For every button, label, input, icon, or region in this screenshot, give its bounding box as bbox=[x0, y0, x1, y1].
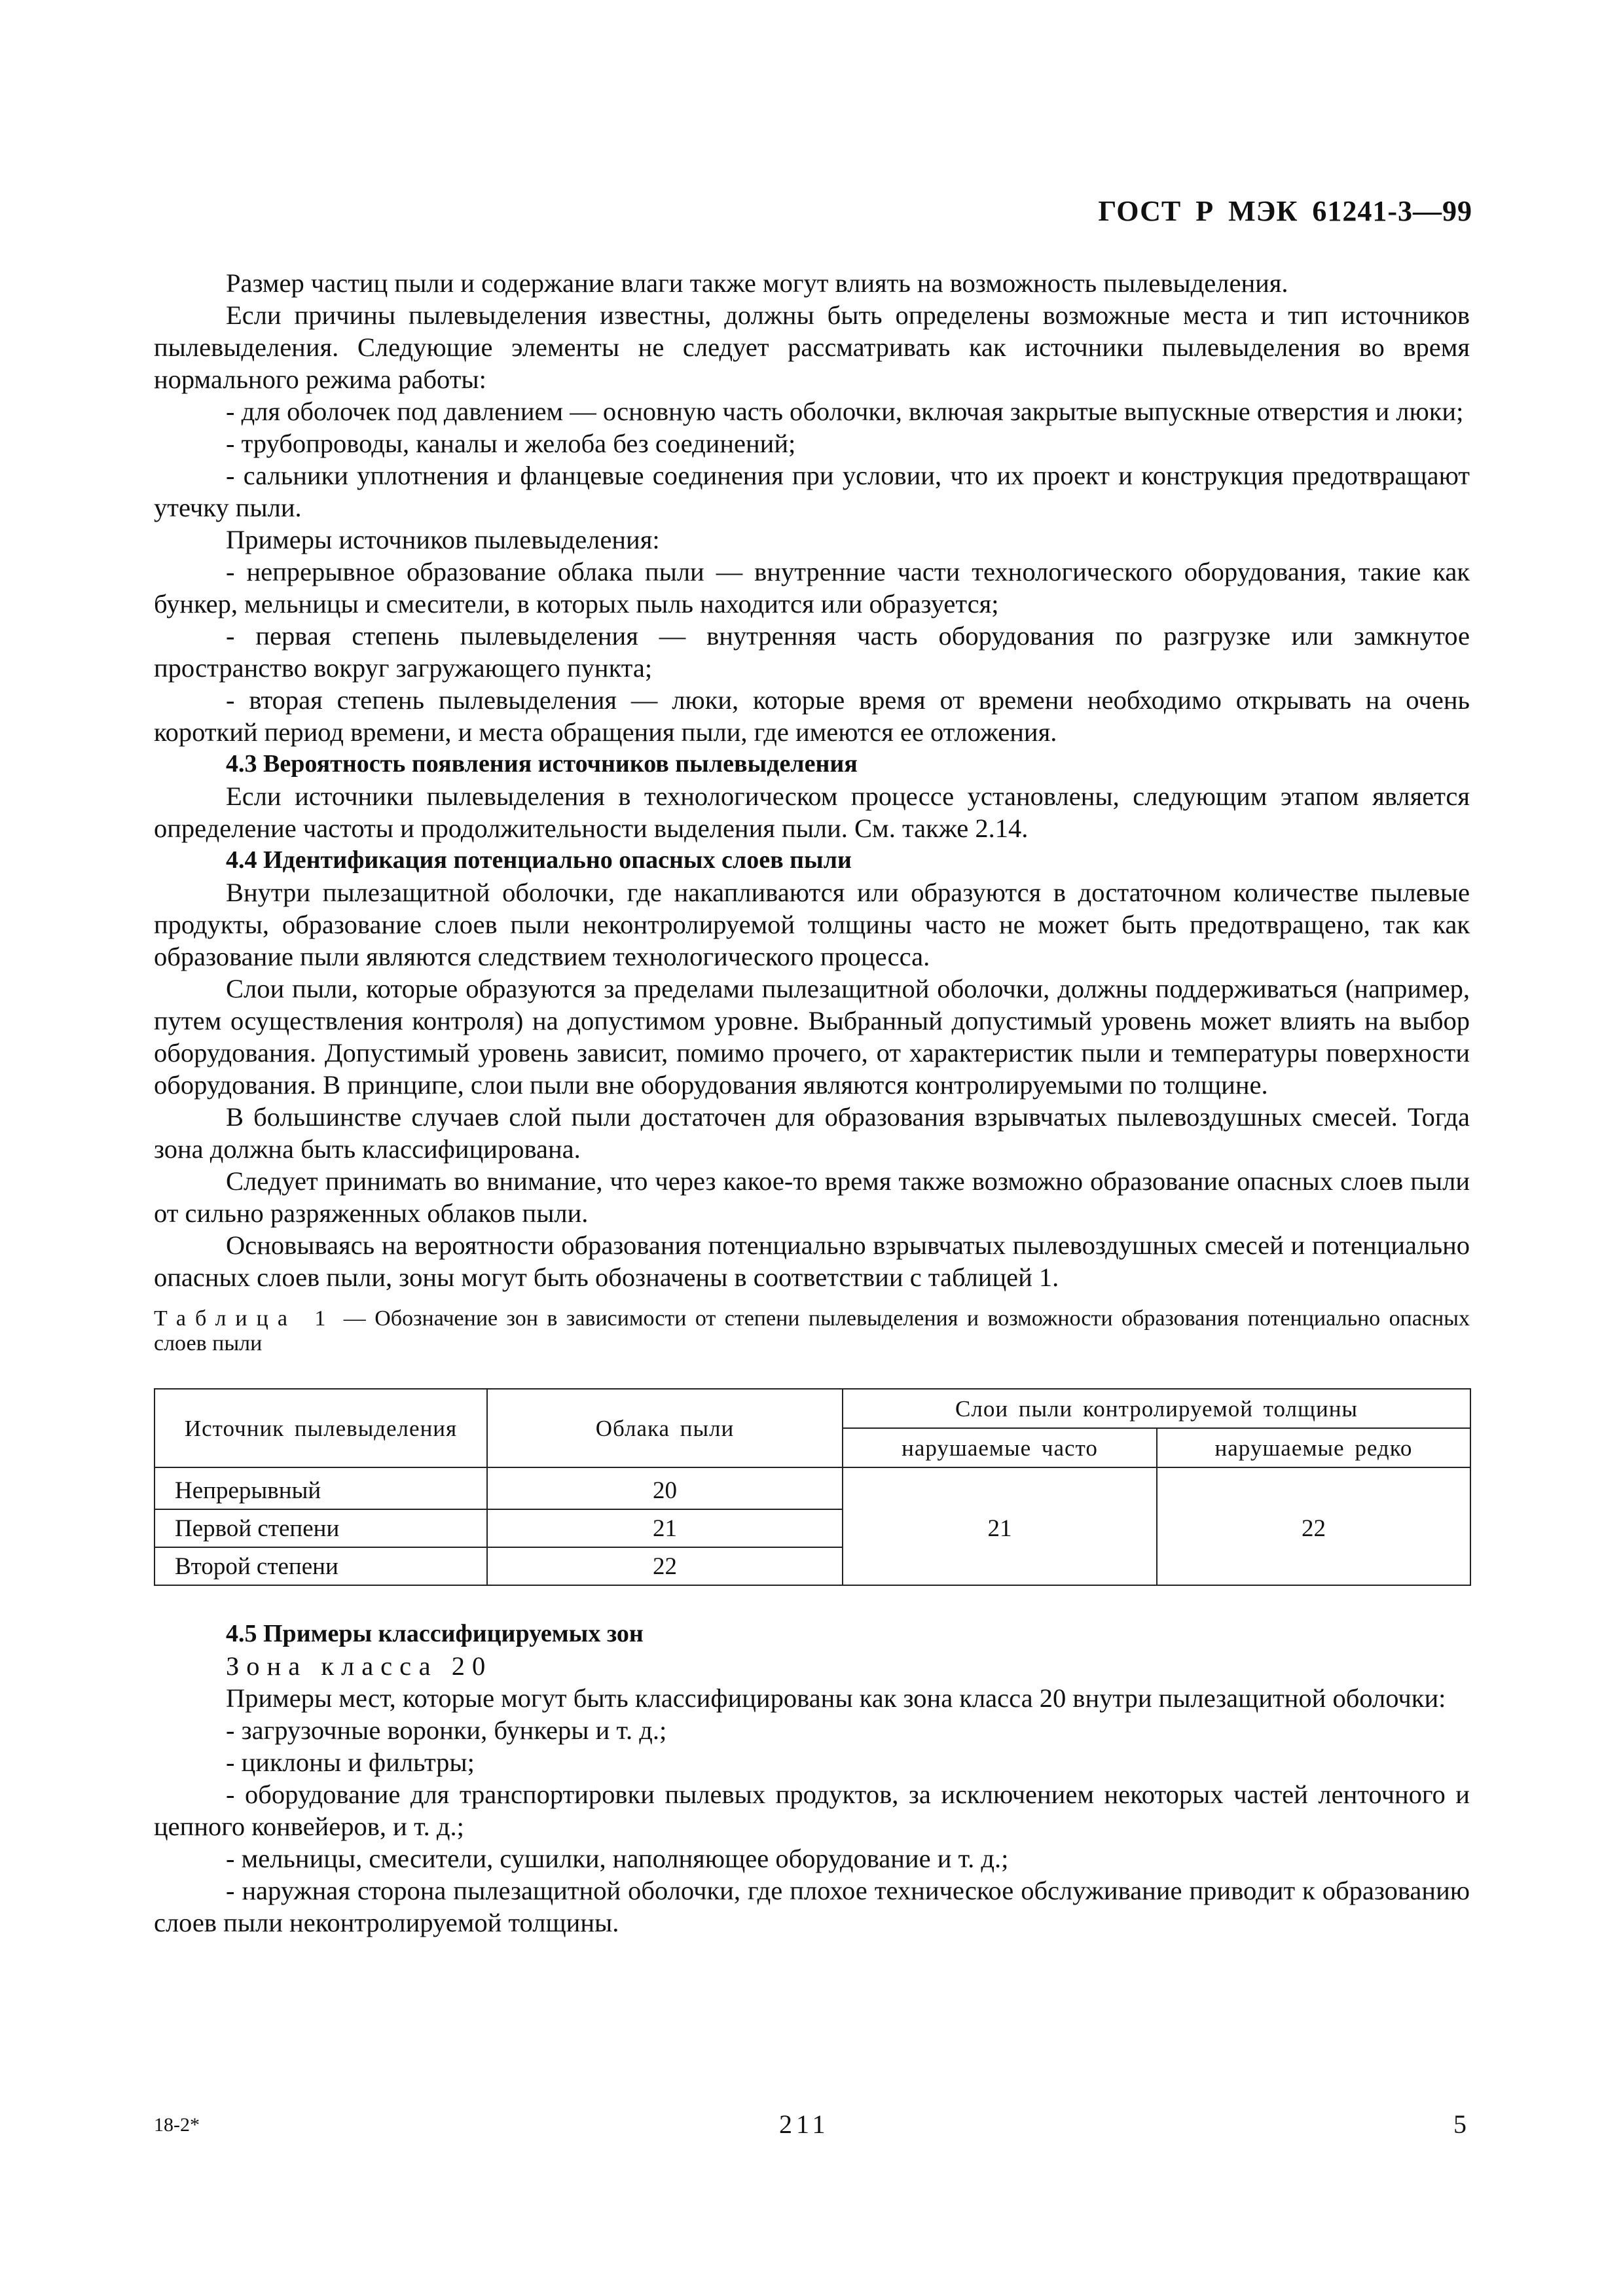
list-item: - мельницы, смесители, сушилки, наполняющее оборудование и т. д.; bbox=[226, 1844, 1009, 1873]
table-caption bbox=[154, 1306, 1470, 1356]
list-item: - непрерывное образование облака пыли — внутренние части технологического оборудования, такие как бункер, мельницы и смесители, в которых пыль находится или образуется; bbox=[154, 557, 1470, 619]
section-heading-4-5: 4.5 Примеры классифицируемых зон bbox=[226, 1620, 644, 1647]
standard-code-header: ГОСТ Р МЭК 61241-3—99 bbox=[1098, 195, 1472, 227]
list-item: - наружная сторона пылезащитной оболочки, где плохое техническое обслуживание приводит к образованию слоев пыли неконтролируемой толщины. bbox=[154, 1876, 1470, 1937]
cell-source: Непрерывный bbox=[155, 1467, 487, 1509]
paragraph: Размер частиц пыли и содержание влаги также могут влиять на возможность пылевыделения. bbox=[226, 268, 1288, 298]
paragraph: Если источники пылевыделения в технологическом процессе установлены, следующим этапом является определение частоты и продолжительности выделения пыли. См. также 2.14. bbox=[154, 781, 1470, 843]
table-caption-label: Таблица 1 bbox=[154, 1306, 335, 1331]
paragraph: Внутри пылезащитной оболочки, где накапливаются или образуются в достаточном количестве пылевые продукты, образование слоев пыли неконтролируемой толщины часто не может быть предотвращено, так как образование пыли являются следствием технологического процесса. bbox=[154, 878, 1470, 971]
paragraph: Примеры мест, которые могут быть классифицированы как зона класса 20 внутри пылезащитной оболочки: bbox=[226, 1683, 1446, 1713]
paragraph: Если причины пылевыделения известны, должны быть определены возможные места и тип источников пылевыделения. Следующие элементы не следует рассматривать как источники пылевыделения во время нормального режима работы: bbox=[154, 300, 1470, 394]
header-clouds: Облака пыли bbox=[487, 1389, 843, 1467]
paragraph: Примеры источников пылевыделения: bbox=[226, 525, 660, 554]
list-item: - трубопроводы, каналы и желоба без соединений; bbox=[226, 429, 796, 458]
table-caption-text: — Обозначение зон в зависимости от степени пылевыделения и возможности образования потенциально опасных слоев пыли bbox=[154, 1306, 1470, 1355]
cell-layers-rare: 22 bbox=[1157, 1467, 1470, 1585]
page-number: 5 bbox=[1453, 2109, 1467, 2139]
list-item: - циклоны и фильтры; bbox=[226, 1748, 475, 1777]
list-item: - первая степень пылевыделения — внутренняя часть оборудования по разгрузке или замкнутое пространство вокруг загружающего пункта; bbox=[154, 621, 1470, 683]
list-item: - вторая степень пылевыделения — люки, которые время от времени необходимо открывать на очень короткий период времени, и места обращения пыли, где имеются ее отложения. bbox=[154, 685, 1470, 747]
list-item: - для оболочек под давлением — основную часть оболочки, включая закрытые выпускные отверстия и люки; bbox=[226, 397, 1464, 426]
header-disturbed-often: нарушаемые часто bbox=[843, 1428, 1157, 1467]
paragraph: Основываясь на вероятности образования потенциально взрывчатых пылевоздушных смесей и потенциально опасных слоев пыли, зоны могут быть обозначены в соответствии с таблицей 1. bbox=[154, 1230, 1470, 1292]
footer-sheet-mark: 18-2* bbox=[154, 2114, 200, 2136]
section-heading-4-3: 4.3 Вероятность появления источников пылевыделения bbox=[226, 750, 858, 778]
cell-clouds: 21 bbox=[487, 1509, 843, 1547]
document-body bbox=[154, 267, 1470, 1939]
header-source: Источник пылевыделения bbox=[155, 1389, 487, 1467]
cell-clouds: 20 bbox=[487, 1467, 843, 1509]
header-disturbed-rarely: нарушаемые редко bbox=[1157, 1428, 1470, 1467]
cell-source: Первой степени bbox=[155, 1509, 487, 1547]
paragraph: Слои пыли, которые образуются за пределами пылезащитной оболочки, должны поддерживаться (например, путем осуществления контроля) на допустимом уровне. Выбранный допустимый уровень может влиять на выбор оборудования. Допустимый уровень зависит, помимо прочего, от характеристик пыли и температуры поверхности оборудования. В принципе, слои пыли вне оборудования являются контролируемыми по толщине. bbox=[154, 974, 1470, 1100]
header-layers: Слои пыли контролируемой толщины bbox=[843, 1389, 1470, 1428]
footer-center-number: 211 bbox=[779, 2109, 830, 2139]
zone-class-title: Зона класса 20 bbox=[226, 1651, 493, 1681]
list-item: - загрузочные воронки, бункеры и т. д.; bbox=[226, 1715, 667, 1745]
zone-classification-table bbox=[154, 1388, 1471, 1586]
paragraph: Следует принимать во внимание, что через какое-то время также возможно образование опасных слоев пыли от сильно разряженных облаков пыли. bbox=[154, 1166, 1470, 1228]
list-item: - оборудование для транспортировки пылевых продуктов, за исключением некоторых частей ленточного и цепного конвейеров, и т. д.; bbox=[154, 1780, 1470, 1841]
list-item: - сальники уплотнения и фланцевые соединения при условии, что их проект и конструкция предотвращают утечку пыли. bbox=[154, 461, 1470, 522]
paragraph: В большинстве случаев слой пыли достаточен для образования взрывчатых пылевоздушных смесей. Тогда зона должна быть классифицирована. bbox=[154, 1102, 1470, 1164]
cell-layers-often: 21 bbox=[843, 1467, 1157, 1585]
cell-clouds: 22 bbox=[487, 1547, 843, 1585]
cell-source: Второй степени bbox=[155, 1547, 487, 1585]
section-heading-4-4: 4.4 Идентификация потенциально опасных слоев пыли bbox=[226, 846, 852, 874]
table-row bbox=[155, 1467, 1470, 1509]
